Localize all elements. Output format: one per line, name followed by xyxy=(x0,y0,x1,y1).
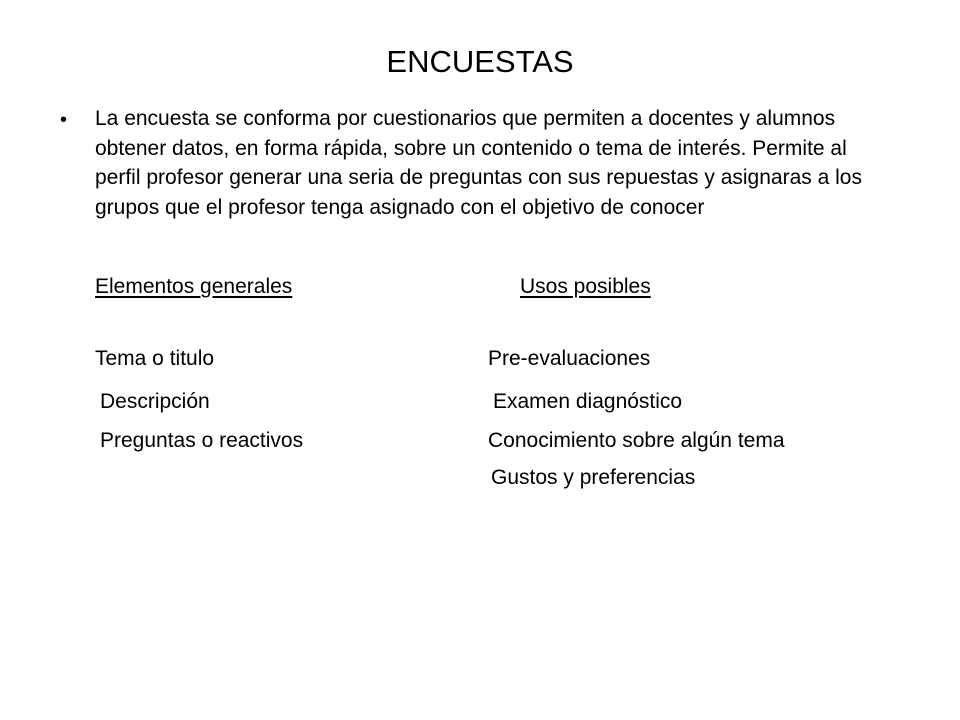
use-item: Examen diagnóstico xyxy=(493,390,683,413)
element-item: Tema o titulo xyxy=(95,347,215,370)
slide-title: ENCUESTAS xyxy=(386,44,574,79)
use-item: Conocimiento sobre algún tema xyxy=(488,429,785,452)
header-usos-posibles: Usos posibles xyxy=(520,275,651,298)
element-item: Preguntas o reactivos xyxy=(100,429,304,452)
header-elementos-generales: Elementos generales xyxy=(95,275,293,298)
use-item: Pre-evaluaciones xyxy=(488,347,651,370)
bullet-icon: • xyxy=(60,109,68,131)
intro-paragraph: La encuesta se conforma por cuestionarios que permiten a docentes y alumnos obtener datos, en forma rápida, sobre un contenido o tema de interés. Permite al perfil profesor generar una seria de preguntas con sus repuestas y asignaras a los grupos que el profesor tenga asignado con el objetivo de conocer xyxy=(95,107,862,219)
element-item: Descripción xyxy=(100,390,210,413)
use-item: Gustos y preferencias xyxy=(491,466,696,489)
